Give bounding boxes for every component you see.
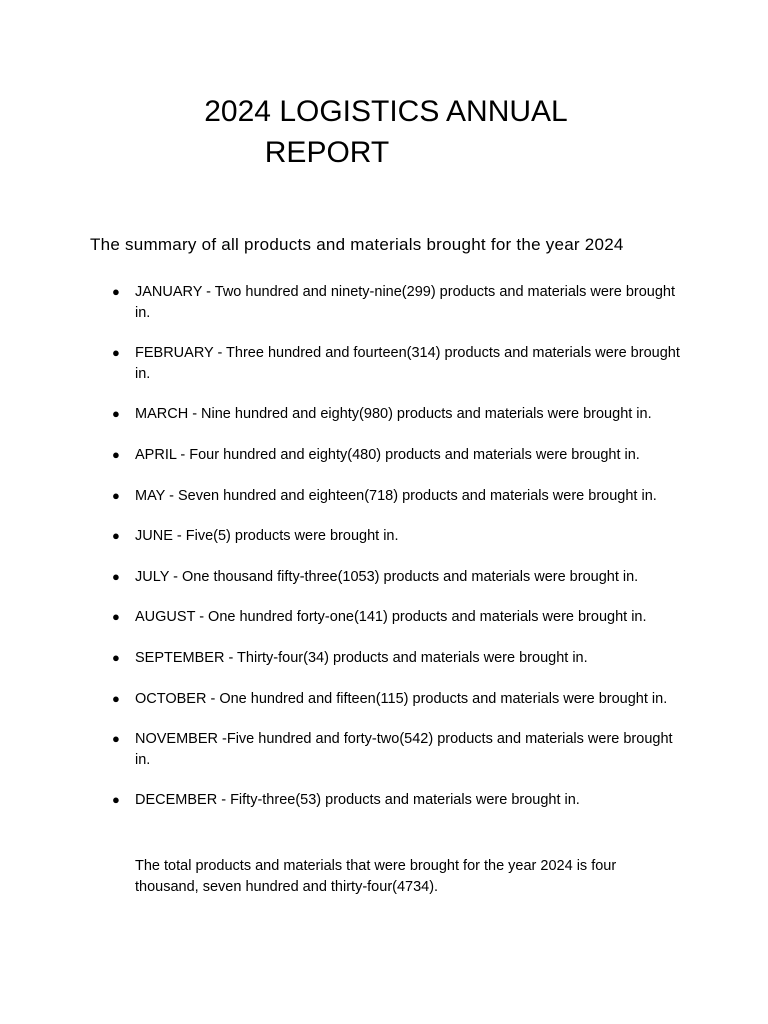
month-text: MAY - Seven hundred and eighteen(718) products and materials were brought in. bbox=[135, 487, 657, 504]
bullet-icon: ● bbox=[112, 792, 120, 808]
bullet-icon: ● bbox=[112, 609, 120, 625]
month-text: JANUARY - Two hundred and ninety-nine(299) products and materials were brought in. bbox=[135, 284, 676, 321]
bullet-icon: ● bbox=[112, 731, 120, 747]
report-title-line-1: 2024 LOGISTICS ANNUAL bbox=[204, 95, 568, 128]
list-item-december bbox=[112, 790, 680, 811]
bullet-icon: ● bbox=[112, 345, 120, 361]
bullet-icon: ● bbox=[112, 406, 120, 422]
month-text: NOVEMBER -Five hundred and forty-two(542) products and materials were brought in. bbox=[135, 731, 673, 768]
list-item-july bbox=[112, 567, 680, 588]
list-item-april bbox=[112, 445, 680, 466]
month-text: DECEMBER - Fifty-three(53) products and materials were brought in. bbox=[135, 792, 580, 809]
bullet-icon: ● bbox=[112, 649, 120, 665]
month-text: MARCH - Nine hundred and eighty(980) products and materials were brought in. bbox=[135, 406, 652, 423]
list-item-september bbox=[112, 648, 680, 669]
report-title bbox=[0, 91, 768, 173]
list-item-june bbox=[112, 526, 680, 547]
list-item-march bbox=[112, 404, 680, 425]
list-item-february bbox=[112, 343, 680, 384]
bullet-icon: ● bbox=[112, 568, 120, 584]
list-item-november bbox=[112, 729, 680, 770]
bullet-icon: ● bbox=[112, 446, 120, 462]
bullet-icon: ● bbox=[112, 690, 120, 706]
month-text: OCTOBER - One hundred and fifteen(115) products and materials were brought in. bbox=[135, 690, 668, 707]
bullet-icon: ● bbox=[112, 487, 120, 503]
total-summary: The total products and materials that were brought for the year 2024 is four thousand, seven hundred and thirty-four(4734). bbox=[135, 858, 617, 895]
bullet-icon: ● bbox=[112, 284, 120, 299]
monthly-list bbox=[112, 282, 680, 831]
report-title-line-2: REPORT bbox=[264, 136, 390, 169]
list-item-october bbox=[112, 689, 680, 710]
month-text: APRIL - Four hundred and eighty(480) products and materials were brought in. bbox=[135, 446, 640, 463]
month-text: FEBRUARY - Three hundred and fourteen(314) products and materials were brought in. bbox=[135, 345, 680, 382]
list-item-january bbox=[112, 282, 680, 323]
month-text: JUNE - Five(5) products were brought in. bbox=[135, 528, 399, 545]
bullet-icon: ● bbox=[112, 528, 120, 544]
summary-heading: The summary of all products and materials brought for the year 2024 bbox=[90, 235, 624, 254]
month-text: SEPTEMBER - Thirty-four(34) products and materials were brought in. bbox=[135, 649, 588, 666]
month-text: AUGUST - One hundred forty-one(141) products and materials were brought in. bbox=[135, 609, 647, 626]
month-text: JULY - One thousand fifty-three(1053) products and materials were brought in. bbox=[135, 568, 639, 585]
list-item-august bbox=[112, 607, 680, 628]
list-item-may bbox=[112, 486, 680, 507]
